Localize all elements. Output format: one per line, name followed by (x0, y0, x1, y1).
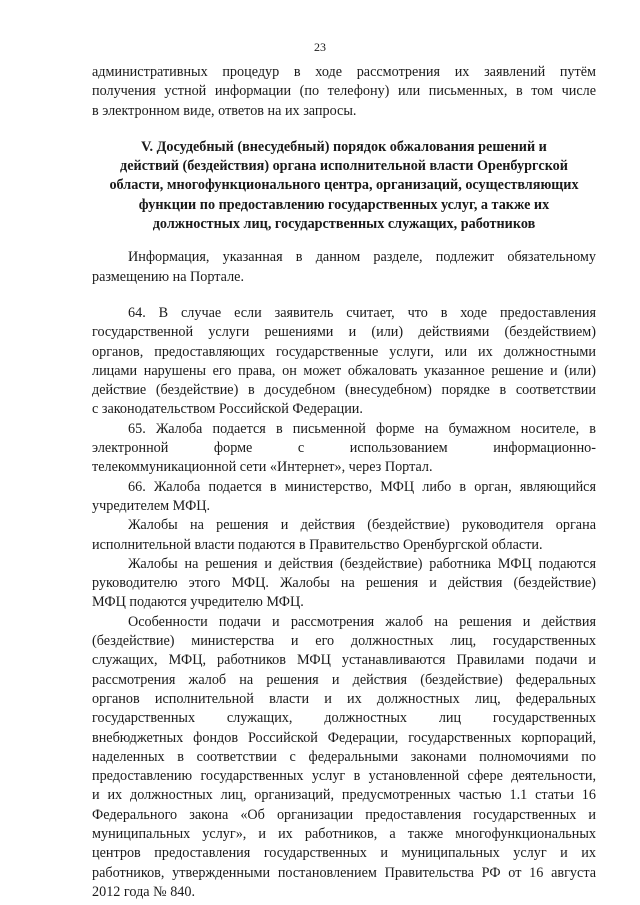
text-line: наделенных в соответствии с федеральными законами полномочиями по (92, 748, 596, 765)
text-line: 66. Жалоба подается в министерство, МФЦ либо в орган, являющийся (128, 478, 596, 495)
text-line: внебюджетных фондов Российской Федерации, государственных корпораций, (92, 729, 596, 746)
text-line: получения устной информации (по телефону) или письменных, в том числе (92, 83, 596, 100)
text-line: Жалобы на решения и действия (бездействие) руководителя органа (128, 517, 596, 534)
text-line: учредителем МФЦ. (92, 497, 211, 514)
paragraph-66-head-complaints (92, 516, 596, 555)
text-line: электронной форме с использованием информационно- (92, 440, 596, 457)
paragraph-66-features (92, 613, 596, 902)
text-line: в электронном виде, ответов на их запросы. (92, 102, 357, 119)
text-line: лицами нарушены его права, он может обжаловать указанное решение и (или) (92, 362, 596, 379)
text-line: Особенности подачи и рассмотрения жалоб на решения и действия (128, 613, 596, 630)
paragraph-64 (92, 304, 596, 420)
text-line: 2012 года № 840. (92, 883, 196, 900)
text-line: административных процедур в ходе рассмотрения их заявлений путём (92, 64, 596, 80)
text-line: 65. Жалоба подается в письменной форме на бумажном носителе, в (128, 420, 596, 437)
text-line: Информация, указанная в данном разделе, подлежит обязательному (128, 249, 596, 266)
text-line: (бездействие) министерства и его должностных лиц, государственных (92, 633, 596, 650)
text-line: муниципальных услуг», и их работников, а также многофункциональных (92, 825, 596, 842)
text-line: работников, утвержденными постановлением Правительства РФ от 16 августа (92, 864, 596, 881)
text-line: государственных служащих, должностных лиц государственных (92, 710, 596, 727)
text-line: органов, предоставляющих государственные услуги, или их должностными (92, 343, 596, 360)
text-line: 64. В случае если заявитель считает, что в ходе предоставления (128, 304, 596, 321)
text-line: центров предоставления государственных и муниципальных услуг и их (92, 845, 596, 862)
text-line: органов исполнительной власти и их должностных лиц, федеральных (92, 690, 596, 707)
paragraph-66 (92, 478, 596, 517)
text-line: размещению на Портале. (92, 268, 245, 285)
heading-line: действий (бездействия) органа исполнительной власти Оренбургской (120, 158, 568, 175)
text-line: исполнительной власти подаются в Правительство Оренбургской области. (92, 536, 543, 553)
text-line: руководителю этого МФЦ. Жалобы на решения и действия (бездействие) (92, 575, 596, 592)
intro-paragraph (92, 63, 596, 121)
text-line: МФЦ подаются учредителю МФЦ. (92, 594, 304, 611)
text-line: Жалобы на решения и действия (бездействие) работника МФЦ подаются (128, 555, 596, 572)
text-line: и их должностных лиц, организаций, предусмотренных частью 1.1 статьи 16 (92, 787, 596, 804)
text-line: рассмотрения жалоб на решения и действия (бездействие) федеральных (92, 671, 596, 688)
text-line: служащих, МФЦ, работников МФЦ устанавливаются Правилами подачи и (92, 652, 596, 669)
paragraph-65 (92, 420, 596, 478)
text-line: телекоммуникационной сети «Интернет», через Портал. (92, 459, 433, 476)
text-line: с законодательством Российской Федерации. (92, 401, 363, 418)
text-line: предоставлению государственных услуг в установленной сфере деятельности, (92, 768, 596, 785)
paragraph-66-worker-complaints (92, 555, 596, 613)
heading-line: области, многофункционального центра, организаций, осуществляющих (109, 177, 579, 194)
text-line: действие (бездействие) в досудебном (внесудебном) порядке в соответствии (92, 382, 596, 399)
heading-line: V. Досудебный (внесудебный) порядок обжалования решений и (141, 138, 547, 155)
heading-line: должностных лиц, государственных служащих, работников (152, 216, 536, 233)
section-heading (92, 138, 596, 234)
info-paragraph (92, 248, 596, 287)
text-line: Федерального закона «Об организации предоставления государственных и (92, 806, 596, 823)
page-number: 23 (314, 40, 326, 54)
text-line: государственной услуги решениями и (или) действиями (бездействием) (92, 324, 596, 341)
page-body (92, 63, 596, 902)
heading-line: функции по предоставлению государственных услуг, а также их (138, 196, 550, 213)
